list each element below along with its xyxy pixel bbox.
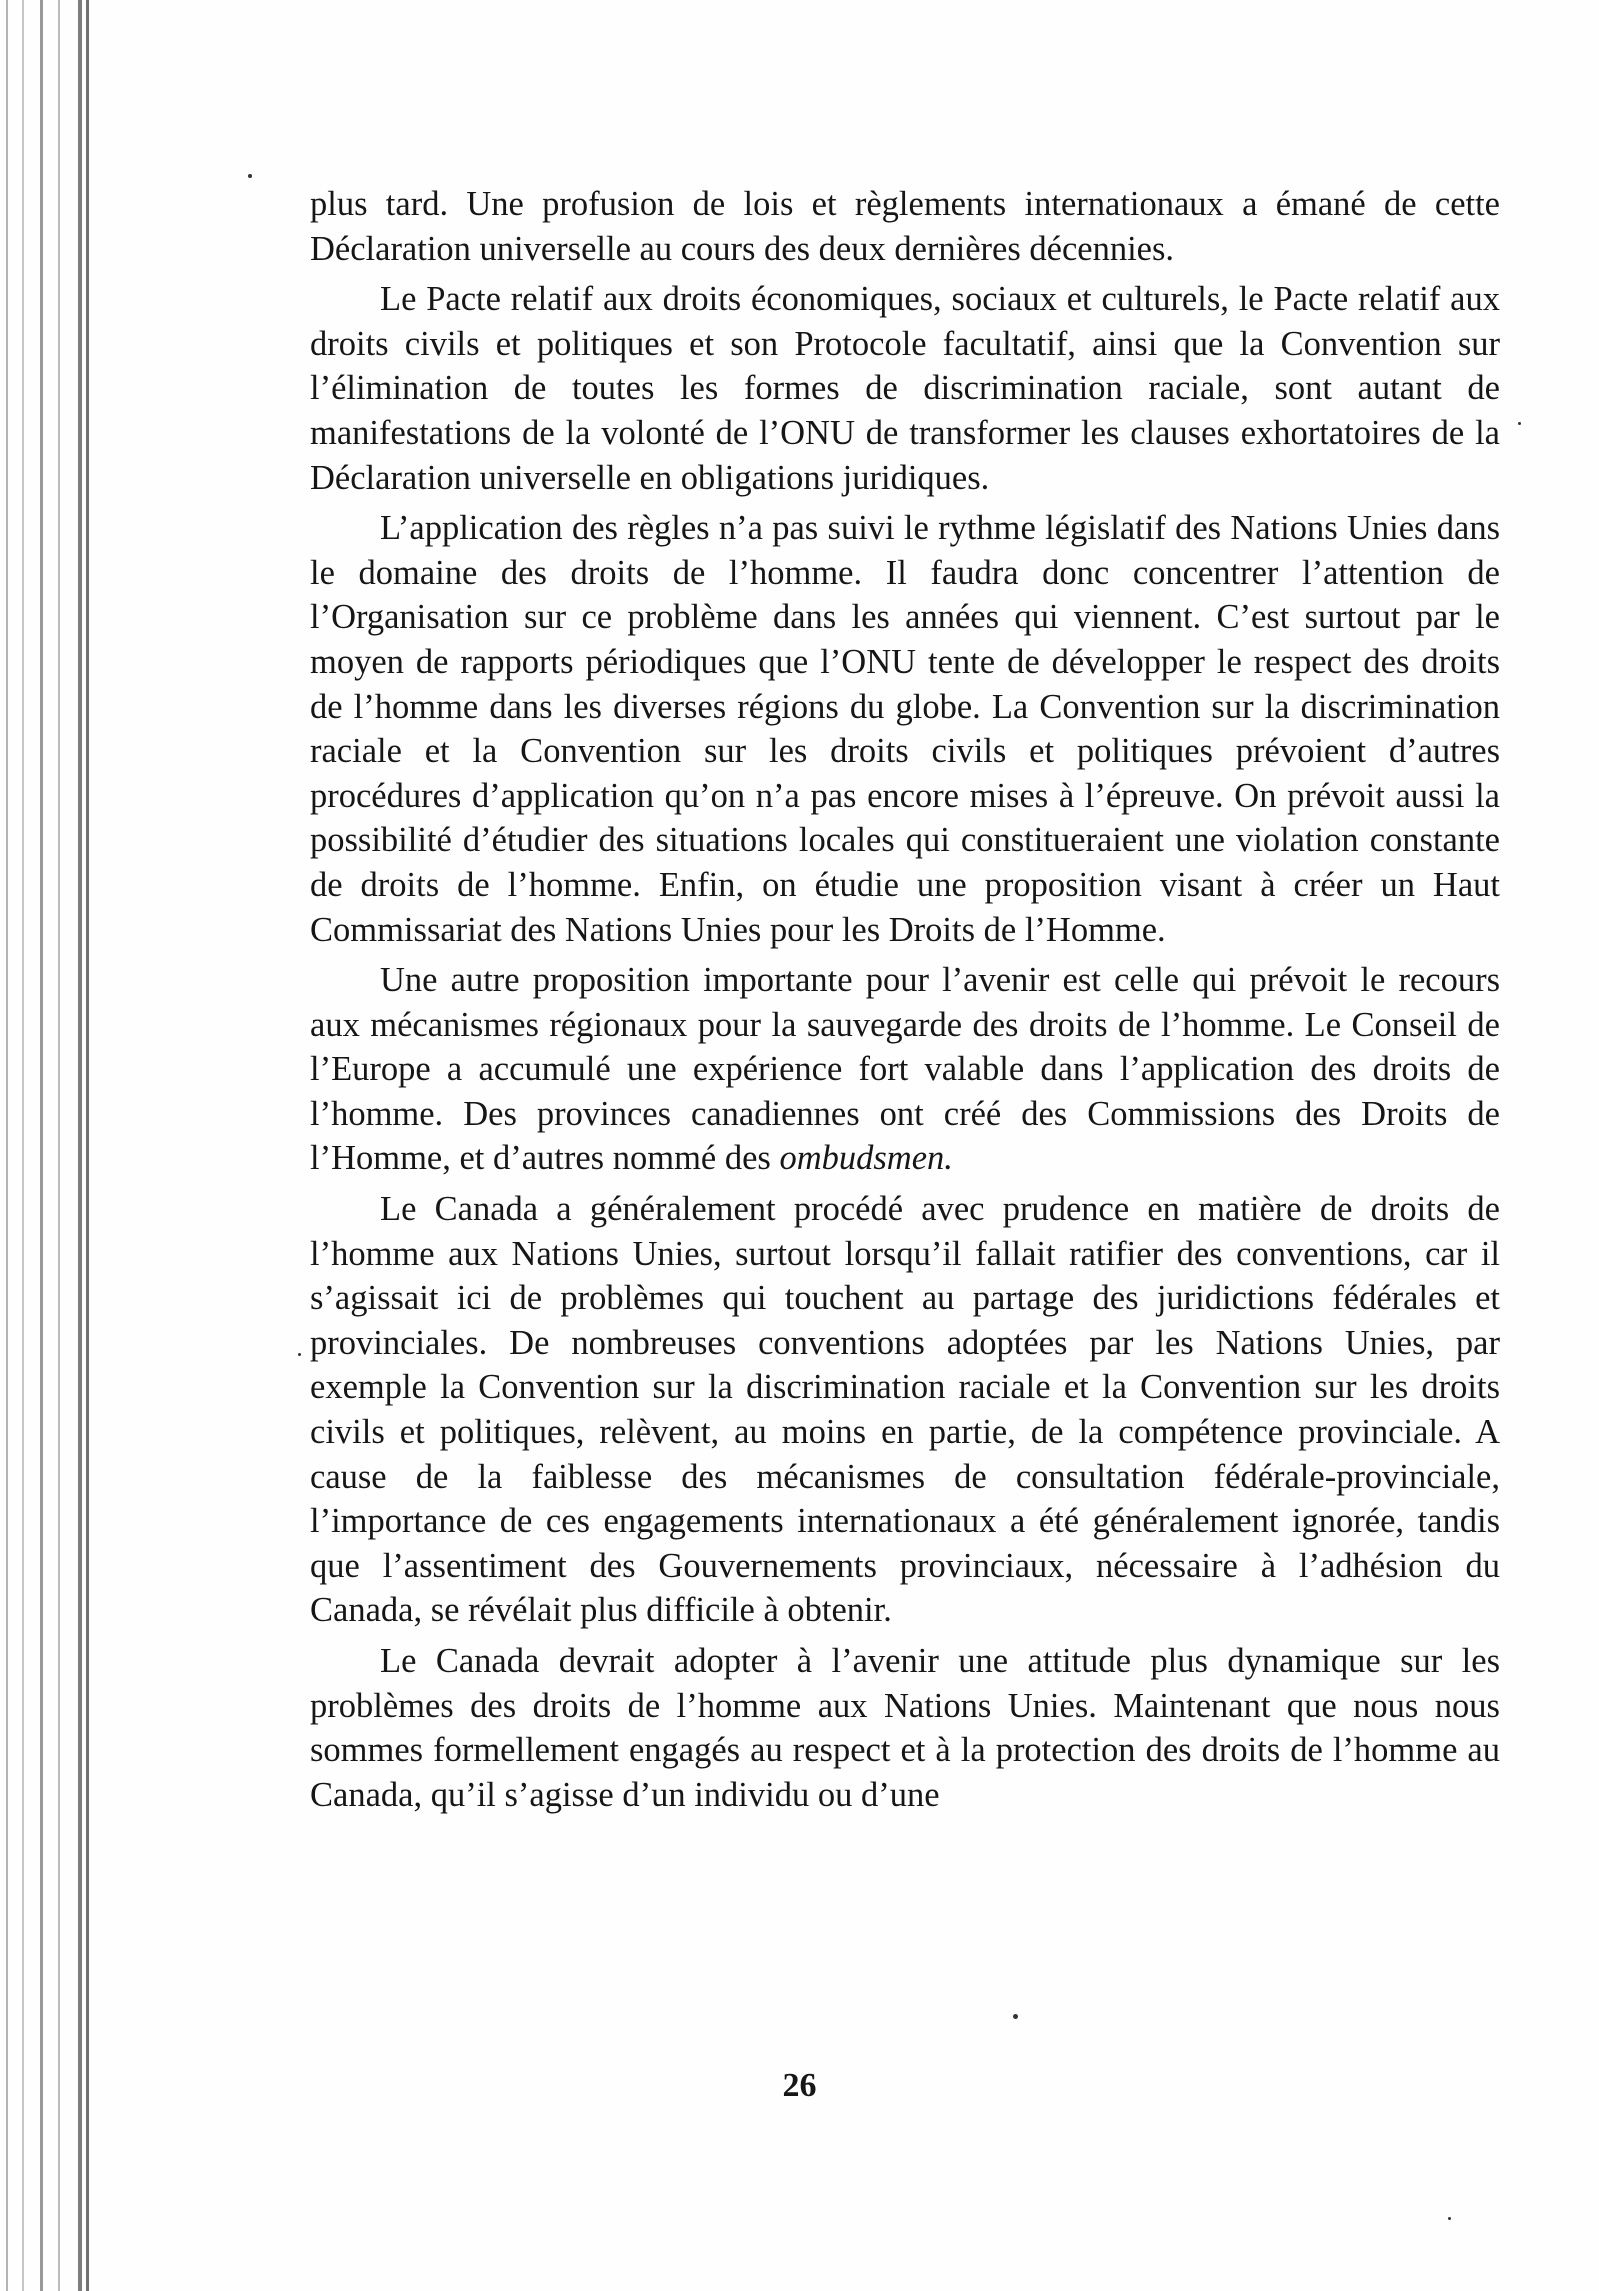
paragraph-text: Une autre proposition importante pour l’avenir est celle qui prévoit le recours aux mécanismes régionaux pour la sauvegarde des droits de l’homme. Le Conseil de l’Europe a accumulé une expérience fort valable dans l’application des droits de l’homme. Des provinces canadiennes ont créé des Commissions des Droits de l’Homme, et d’autres nommé des — [310, 961, 1500, 1178]
paragraph-3 — [310, 506, 1500, 952]
scan-speck — [1518, 422, 1521, 425]
paragraph-5 — [310, 1187, 1500, 1633]
paragraph-4 — [310, 958, 1500, 1181]
paragraph-6 — [310, 1639, 1500, 1817]
italic-term: ombudsmen. — [779, 1139, 953, 1178]
page-number: 26 — [782, 2067, 817, 2104]
paragraph-text: L’application des règles n’a pas suivi le rythme législatif des Nations Unies dans le domaine des droits de l’homme. Il faudra donc concentrer l’attention de l’Organisation sur ce problème dans les années qui viennent. C’est surtout par le moyen de rapports périodiques que l’ONU tente de développer le respect des droits de l’homme dans les diverses régions du globe. La Convention sur la discrimination raciale et la Convention sur les droits civils et politiques prévoient d’autres procédures d’application qu’on n’a pas encore mises à l’épreuve. On prévoit aussi la possibilité d’étudier des situations locales qui constitueraient une violation constante de droits de l’homme. Enfin, on étudie une proposition visant à créer un Haut Commissariat des Nations Unies pour les Droits de l’Homme. — [310, 509, 1500, 949]
paragraph-text: Le Canada devrait adopter à l’avenir une attitude plus dynamique sur les problèmes des droits de l’homme aux Nations Unies. Maintenant que nous nous sommes formellement engagés au respect et à la protection des droits de l’homme au Canada, qu’il s’agisse d’un individu ou d’une — [310, 1642, 1500, 1814]
paragraph-text: Le Canada a généralement procédé avec prudence en matière de droits de l’homme aux Nations Unies, surtout lorsqu’il fallait ratifier des conventions, car il s’agissait ici de problèmes qui touchent au partage des juridictions fédérales et provinciales. De nombreuses conventions adoptées par les Nations Unies, par exemple la Convention sur la discrimination raciale et la Convention sur les droits civils et politiques, relèvent, au moins en partie, de la compétence provinciale. A cause de la faiblesse des mécanismes de consultation fédérale-provinciale, l’importance de ces engagements internationaux a été généralement ignorée, tandis que l’assentiment des Gouvernements provinciaux, nécessaire à l’adhésion du Canada, se révélait plus difficile à obtenir. — [310, 1190, 1500, 1630]
binding-edge-line — [86, 0, 89, 2291]
scan-speck — [298, 1353, 301, 1356]
paragraph-1 — [310, 182, 1500, 271]
binding-gutter — [0, 0, 95, 2291]
paragraph-text: Le Pacte relatif aux droits économiques, sociaux et culturels, le Pacte relatif aux droits civils et politiques et son Protocole facultatif, ainsi que la Convention sur l’élimination de toutes les formes de discrimination raciale, sont autant de manifestations de la volonté de l’ONU de transformer les clauses exhortatoires de la Déclaration universelle en obligations juridiques. — [310, 280, 1500, 497]
body-text — [310, 182, 1500, 1817]
paragraph-text: plus tard. Une profusion de lois et règlements internationaux a émané de cette Déclaration universelle au cours des deux dernières décennies. — [310, 185, 1500, 268]
paragraph-2 — [310, 277, 1500, 500]
scan-speck — [1448, 2217, 1451, 2220]
scan-speck — [248, 174, 252, 178]
scan-speck — [1013, 2014, 1018, 2019]
